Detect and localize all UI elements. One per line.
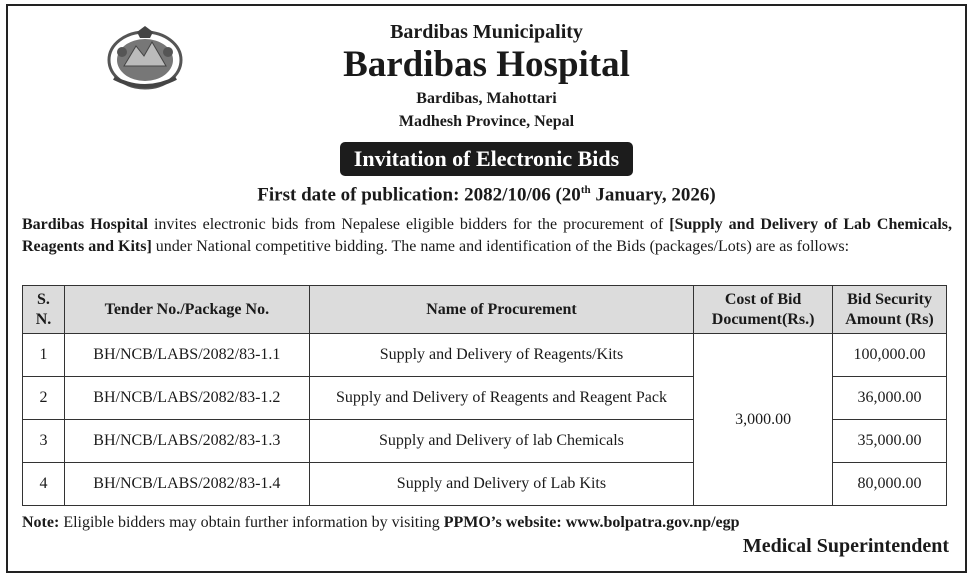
intro-procurement-item: [Supply and Delivery of Lab Chemicals, Reagents and Kits] <box>22 216 952 255</box>
table-header-row <box>23 286 947 334</box>
cost-of-bid-document: 3,000.00 <box>694 334 833 506</box>
intro-hospital: Bardibas Hospital <box>22 216 148 233</box>
row-name: Supply and Delivery of lab Chemicals <box>309 420 693 463</box>
row-tender: BH/NCB/LABS/2082/83-1.1 <box>64 334 309 377</box>
row-name: Supply and Delivery of Reagents and Reagent Pack <box>309 377 693 420</box>
row-tender: BH/NCB/LABS/2082/83-1.4 <box>64 463 309 506</box>
row-security: 80,000.00 <box>833 463 947 506</box>
row-sn: 3 <box>23 420 65 463</box>
row-sn: 4 <box>23 463 65 506</box>
header-tender: Tender No./Package No. <box>64 286 309 334</box>
row-sn: 2 <box>23 377 65 420</box>
intro-text-1: invites electronic bids from Nepalese eligible bidders for the procurement of <box>148 216 670 233</box>
hospital-name: Bardibas Hospital <box>343 44 630 85</box>
letterhead <box>0 20 973 133</box>
table-row <box>23 334 947 377</box>
row-security: 36,000.00 <box>833 377 947 420</box>
note-label: Note: <box>22 514 60 531</box>
ppmo-website: PPMO’s website: www.bolpatra.gov.np/egp <box>443 514 740 531</box>
row-security: 35,000.00 <box>833 420 947 463</box>
row-name: Supply and Delivery of Reagents/Kits <box>309 334 693 377</box>
bids-table <box>22 285 947 506</box>
publication-date <box>0 184 973 206</box>
row-security: 100,000.00 <box>833 334 947 377</box>
address-line-1: Bardibas, Mahottari <box>416 90 557 107</box>
header-cost: Cost of Bid Document(Rs.) <box>694 286 833 334</box>
header-security: Bid Security Amount (Rs) <box>833 286 947 334</box>
row-tender: BH/NCB/LABS/2082/83-1.2 <box>64 377 309 420</box>
header-name: Name of Procurement <box>309 286 693 334</box>
intro-text-2: under National competitive bidding. The name and identification of the Bids (packages/Lots) are as follows: <box>151 237 850 255</box>
publication-date-sup: th <box>580 184 591 196</box>
row-sn: 1 <box>23 334 65 377</box>
address-line-2: Madhesh Province, Nepal <box>398 113 575 130</box>
row-name: Supply and Delivery of Lab Kits <box>309 463 693 506</box>
municipality-name: Bardibas Municipality <box>390 21 583 43</box>
header-sn: S. N. <box>23 286 65 334</box>
publication-date-prefix: First date of publication: 2082/10/06 (20 <box>257 184 581 206</box>
note-text: Eligible bidders may obtain further information by visiting <box>59 514 444 531</box>
row-tender: BH/NCB/LABS/2082/83-1.3 <box>64 420 309 463</box>
publication-date-suffix: January, 2026) <box>590 184 716 206</box>
notice-title: Invitation of Electronic Bids <box>340 142 633 176</box>
signature: Medical Superintendent <box>742 535 949 557</box>
note <box>22 514 740 532</box>
intro-paragraph <box>22 214 952 257</box>
